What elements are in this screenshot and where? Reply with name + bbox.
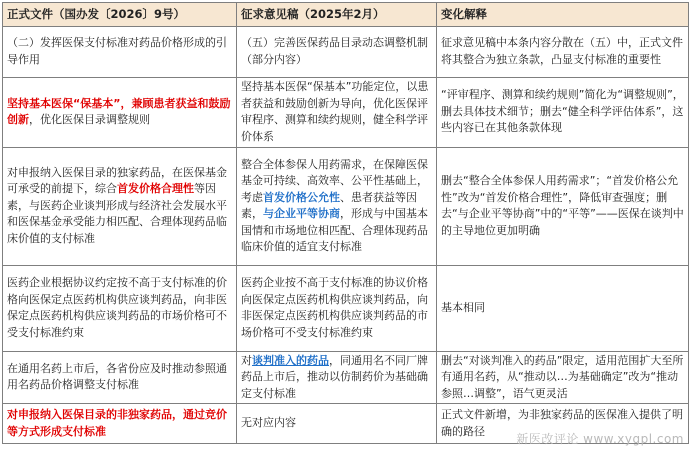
draft-cell bbox=[237, 265, 437, 351]
draft-highlight-blue: 首发价格公允性 bbox=[263, 190, 340, 204]
draft-text: ，同通用名不同厂牌药品上市后，推动以仿制药价为基础确定支付标准 bbox=[241, 353, 428, 400]
table-row bbox=[3, 351, 689, 404]
header-formal-document: 正式文件（国办发〔2026〕9号） bbox=[3, 3, 237, 27]
table-row bbox=[3, 265, 689, 351]
draft-text: 医药企业按不高于支付标准的协议价格向医保定点医药机构供应谈判药品，向非医保定点医药机构供应谈判药品的市场价格可不受支付标准约束 bbox=[241, 276, 428, 339]
explain-cell bbox=[437, 147, 689, 265]
explain-text: “评审程序、测算和续约规则”简化为“调整规则”，删去具体技术细节；删去“健全科学评估体系”，这些内容已在其他条款体现 bbox=[441, 88, 684, 135]
explain-cell bbox=[437, 26, 689, 77]
draft-cell bbox=[237, 147, 437, 265]
formal-text: 在通用名药上市后，各省份应及时推动参照通用名药品价格调整支付标准 bbox=[7, 361, 227, 392]
explain-text: 删去“整合全体参保人用药需求”；“首发价格公允性”改为“首发价格合理性”，降低审查强度；删去“与企业平等协商”中的“平等”——医保在谈判中的主导地位更加明确 bbox=[441, 174, 684, 237]
explain-cell bbox=[437, 351, 689, 404]
formal-cell bbox=[3, 265, 237, 351]
formal-text: 对申报纳入医保目录的独家药品，在医保基金可承受的前提下，综合 bbox=[7, 165, 227, 196]
formal-cell bbox=[3, 404, 237, 444]
formal-text: ，优化医保目录调整规则 bbox=[29, 113, 150, 126]
draft-cell bbox=[237, 404, 437, 444]
table-row bbox=[3, 26, 689, 77]
formal-cell bbox=[3, 77, 237, 147]
formal-highlight-red: 首发价格合理性 bbox=[117, 182, 194, 196]
draft-text: 坚持基本医保“保基本”功能定位，以患者获益和鼓励创新为导向，优化医保评审程序、测算和续约规则，健全科学评价体系 bbox=[241, 80, 429, 143]
header-change-explanation: 变化解释 bbox=[437, 3, 689, 27]
draft-text: 、患者获益等因素， bbox=[241, 190, 417, 220]
draft-cell bbox=[237, 351, 437, 404]
draft-highlight-blue: 与企业平等协商 bbox=[263, 207, 340, 220]
explain-text: 征求意见稿中本条内容分散在（五）中，正式文件将其整合为独立条款，凸显支付标准的重要性 bbox=[441, 36, 683, 66]
formal-text: （二）发挥医保支付标准对药品价格形成的引导作用 bbox=[7, 36, 227, 66]
watermark: 新医改评论 www.xygpl.com bbox=[516, 432, 684, 446]
explain-text: 删去“对谈判准入的药品”限定，适用范围扩大至所有通用名药，从“推动以…为基础确定”改为“推动参照…调整”，语气更灵活 bbox=[441, 353, 684, 400]
formal-cell bbox=[3, 147, 237, 265]
explain-cell bbox=[437, 265, 689, 351]
formal-text: 等因素，与医药企业谈判形成与经济社会发展水平和医保基金承受能力相匹配、合理体现药品临床价值的支付标准 bbox=[7, 182, 227, 245]
table-row bbox=[3, 77, 689, 147]
formal-cell bbox=[3, 351, 237, 404]
formal-text: 医药企业根据协议约定按不高于支付标准的价格向医保定点医药机构供应谈判药品，向非医保定点医药机构供应谈判药品的市场价格可不受支付标准约束 bbox=[7, 276, 227, 339]
draft-text: ，形成与中国基本国情和市场地位相匹配、合理体现药品临床价值的适宜支付标准 bbox=[241, 207, 428, 253]
explain-cell bbox=[437, 77, 689, 147]
header-draft: 征求意见稿（2025年2月） bbox=[237, 3, 437, 27]
draft-text: 整合全体参保人用药需求，在保障医保基金可持续、高效率、公平性基础上，考虑 bbox=[241, 157, 428, 204]
formal-highlight-red: 坚持基本医保“保基本”，兼顾患者获益和鼓励创新 bbox=[7, 96, 231, 126]
explain-text: 正式文件新增，为非独家药品的医保准入提供了明确的路径 bbox=[441, 408, 683, 438]
draft-cell bbox=[237, 26, 437, 77]
draft-text: 无对应内容 bbox=[241, 416, 296, 430]
formal-cell bbox=[3, 26, 237, 77]
draft-cell bbox=[237, 77, 437, 147]
table-row bbox=[3, 147, 689, 265]
draft-highlight-blue: 谈判准入的药品 bbox=[252, 353, 329, 367]
formal-highlight-red: 对申报纳入医保目录的非独家药品，通过竞价等方式形成支付标准 bbox=[7, 408, 227, 438]
header-row bbox=[3, 3, 689, 27]
explain-text: 基本相同 bbox=[441, 300, 485, 314]
comparison-table bbox=[2, 2, 689, 444]
draft-text: 对 bbox=[241, 353, 252, 367]
draft-text: （五）完善医保药品目录动态调整机制（部分内容） bbox=[241, 36, 428, 66]
